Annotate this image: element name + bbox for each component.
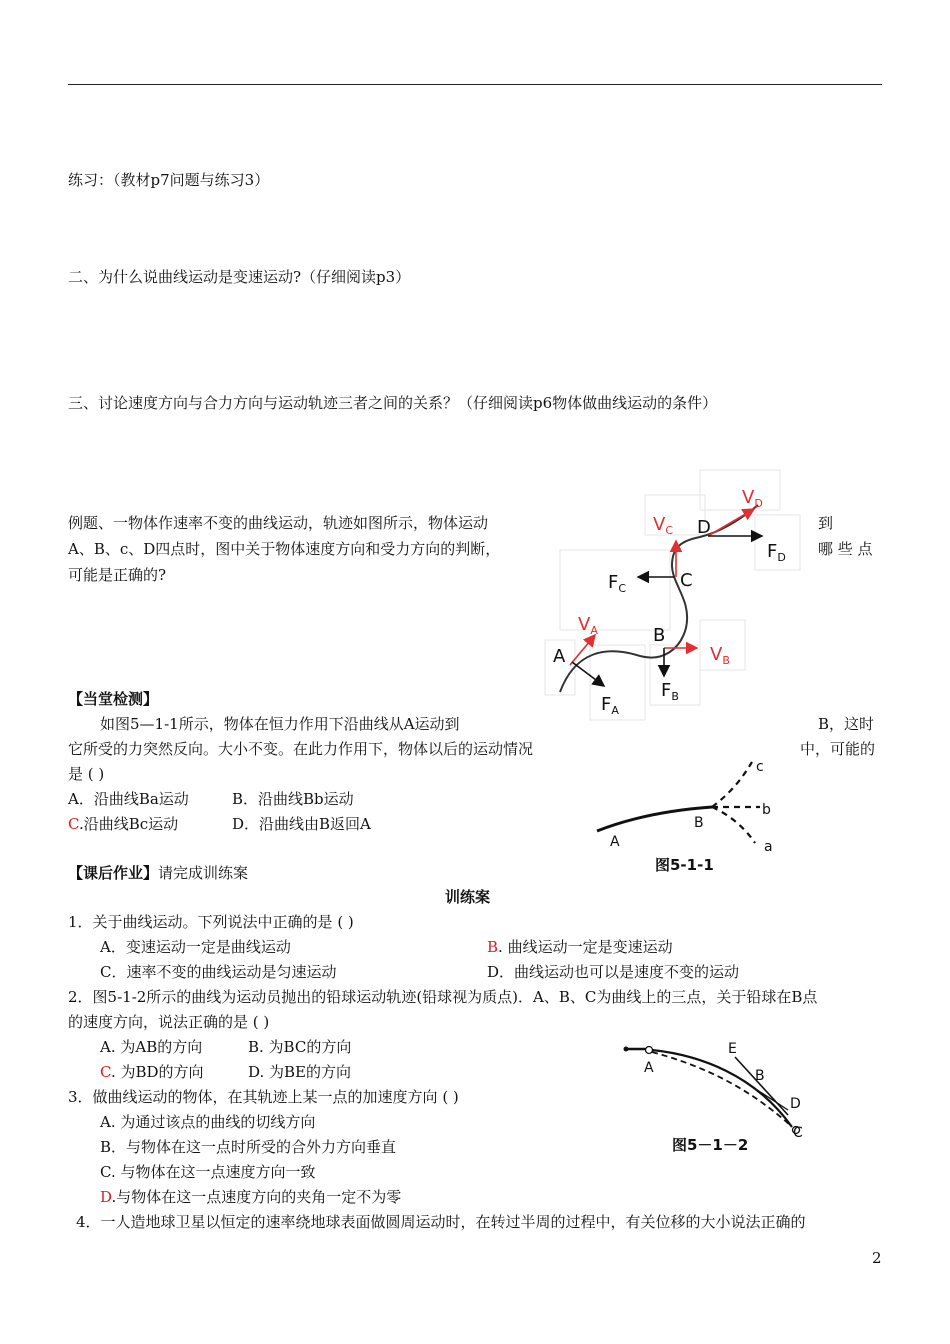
training-q1-option-b: B. 曲线运动一定是变速运动: [487, 938, 673, 956]
training-q3-option-c: C. 与物体在这一点速度方向一致: [100, 1163, 316, 1181]
training-q3: 3．做曲线运动的物体，在其轨迹上某一点的加速度方向 ( ): [68, 1088, 459, 1106]
fig512-label-a: A: [644, 1060, 654, 1076]
example-line-3: 可能是正确的?: [68, 566, 167, 584]
class-check-option-c: C.沿曲线Bc运动: [68, 815, 179, 833]
figure-5-1-2: [620, 1035, 810, 1160]
training-q2-option-d: D. 为BE的方向: [248, 1063, 352, 1081]
class-check-line-2: 它所受的力突然反向。大小不变。在此力作用下，物体以后的运动情况: [68, 740, 534, 758]
exercise-line: 练习：（教材p7问题与练习3）: [68, 171, 270, 189]
force-c-label: $F_C$: [608, 572, 627, 595]
training-q1-option-c: C．速率不变的曲线运动是匀速运动: [100, 963, 337, 981]
homework-title: 【课后作业】: [68, 864, 159, 882]
training-title: 训练案: [445, 888, 491, 906]
question-two: 二、为什么说曲线运动是变速运动?（仔细阅读p3）: [68, 268, 411, 286]
question-three: 三、讨论速度方向与合力方向与运动轨迹三者之间的关系？（仔细阅读p6物体做曲线运动的条件）: [68, 394, 718, 412]
example-line-2: A、B、c、D四点时，图中关于物体速度方向和受力方向的判断，: [68, 540, 501, 558]
training-q1-option-a: A．变速运动一定是曲线运动: [100, 938, 291, 956]
velocity-b-label: $V_B$: [710, 644, 730, 667]
point-b-label: B: [653, 625, 666, 646]
fig511-label-a-curve: a: [764, 839, 773, 855]
point-c-label: C: [680, 570, 693, 591]
force-a-arrow: [572, 662, 604, 686]
velocity-d-label: $V_D$: [742, 487, 763, 510]
class-check-line-2-tail: 中，可能的: [800, 740, 876, 758]
velocity-c-label: $V_C$: [653, 514, 674, 537]
curve-motion-figure: [540, 465, 820, 725]
class-check-option-b: B．沿曲线Bb运动: [232, 790, 354, 808]
training-q2-line-2: 的速度方向，说法正确的是 ( ): [68, 1013, 270, 1031]
force-d-label: $F_D$: [767, 541, 786, 564]
fig512-label-e: E: [728, 1041, 737, 1057]
point-a-label: A: [553, 646, 566, 667]
class-check-title: 【当堂检测】: [68, 690, 159, 708]
velocity-a-label: $V_A$: [578, 614, 598, 637]
fig512-label-b: B: [755, 1068, 765, 1084]
training-q3-option-a: A. 为通过该点的曲线的切线方向: [100, 1113, 316, 1131]
training-q3-option-d: D.与物体在这一点速度方向的夹角一定不为零: [100, 1188, 402, 1206]
answer-mark-c2: C: [100, 1063, 111, 1081]
example-line-2-tail: 哪 些 点: [818, 540, 873, 558]
force-a-label: $F_A$: [601, 694, 619, 717]
training-q2-option-c: C. 为BD的方向: [100, 1063, 204, 1081]
fig511-label-b-curve: b: [762, 802, 771, 818]
class-check-line-1: 如图5—1-1所示，物体在恒力作用下沿曲线从A运动到: [100, 715, 460, 733]
page-number: 2: [872, 1249, 882, 1267]
training-q1: 1．关于曲线运动。下列说法中正确的是 ( ): [68, 913, 354, 931]
answer-mark-b: B: [487, 938, 499, 956]
fig511-label-a-point: A: [610, 834, 620, 850]
fig512-label-c: C: [793, 1125, 803, 1141]
class-check-option-d: D．沿曲线由B返回A: [232, 815, 371, 833]
header-rule: [68, 84, 882, 85]
fig511-caption: 图5-1-1: [655, 856, 714, 874]
fig511-label-c-curve: c: [756, 759, 764, 775]
point-d-label: D: [697, 517, 711, 538]
figure-5-1-1: [590, 755, 790, 880]
homework-line: 【课后作业】请完成训练案: [68, 864, 249, 882]
example-line-1: 例题、一物体作速率不变的曲线运动，轨迹如图所示，物体运动: [68, 514, 489, 532]
class-check-line-3: 是 ( ): [68, 765, 105, 783]
training-q3-option-b: B．与物体在这一点时所受的合外力方向垂直: [100, 1138, 397, 1156]
training-q2-option-b: B. 为BC的方向: [248, 1038, 352, 1056]
training-q4: 4．一人造地球卫星以恒定的速率绕地球表面做圆周运动时，在转过半周的过程中，有关位移的大小说法正确的: [76, 1213, 806, 1231]
training-q2-option-a: A. 为AB的方向: [100, 1038, 203, 1056]
answer-mark-c: C: [68, 815, 79, 833]
fig511-label-b-point: B: [694, 815, 704, 831]
training-q1-option-d: D．曲线运动也可以是速度不变的运动: [487, 963, 740, 981]
training-q2-line-1: 2．图5-1-2所示的曲线为运动员抛出的铅球运动轨迹(铅球视为质点)．A、B、C为曲线上的三点，关于铅球在B点: [68, 988, 818, 1006]
velocity-d-arrow: [708, 509, 754, 536]
fig512-caption: 图5－1－2: [672, 1136, 749, 1154]
fig512-label-d: D: [790, 1096, 801, 1112]
force-b-label: $F_B$: [661, 680, 679, 703]
example-line-1-tail: 到: [818, 514, 834, 532]
answer-mark-d: D: [100, 1188, 112, 1206]
class-check-option-a: A．沿曲线Ba运动: [68, 790, 189, 808]
class-check-line-1-tail: B，这时: [818, 715, 875, 733]
